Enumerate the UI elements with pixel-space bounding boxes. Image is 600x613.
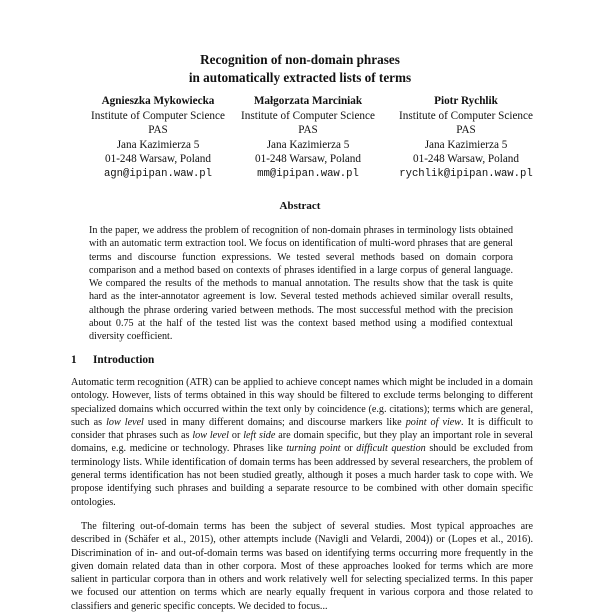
text-run: or [340,443,357,455]
italic-term: low level [192,430,229,442]
author-affiliation: Institute of Computer Science [399,109,533,122]
section-heading [71,354,154,366]
paper-title [0,51,600,87]
text-run: Automatic term recognition (ATR) can be applied to achieve concept names which might be included in a domain ontology. However, lists of terms obtained in this way should be filtered to exclude terms belonging to different specialized domains which occurred within the text only by coincidence (e.g. citations); terms which are general, such as [71,377,533,428]
abstract-text: In the paper, we address the problem of recognition of non-domain phrases in terminology lists obtained with an automatic term extraction tool. We focus on identification of multi-word phrases that are general terms and discourse function expressions. We tested several methods based on domain corpora comparison and a method based on contexts of phrases identified in a large corpus of general language. We compared the results of the methods to manual annotation. The results show that the task is quite hard as the inter-annotator agreement is low. Several tested methods achieved similar overall results, although the phrase ordering varied between methods. The most successful method with the precision about 0.75 at the half of the tested list was the context based method using a modified contextual diversity coefficient. [89,225,513,343]
author-affiliation: Institute of Computer Science [241,109,375,122]
author-email[interactable]: mm@ipipan.waw.pl [257,167,359,180]
title-line-2: in automatically extracted lists of terms [188,70,412,85]
author-city: 01-248 Warsaw, Poland [255,153,361,166]
italic-term: turning point [286,443,341,455]
author-block [222,94,394,182]
author-affiliation-short: PAS [148,124,168,137]
italic-term: low level [106,416,144,428]
author-street: Jana Kazimierza 5 [266,138,350,151]
author-email[interactable]: agn@ipipan.waw.pl [103,167,213,180]
text-run: are domain specific, but they play an important role in several domains, e.g. medicine or technology. Phrases like [71,430,533,455]
author-name: Małgorzata Marciniak [253,95,363,107]
text-run: used in many different domains; and discourse markers like [143,416,406,428]
author-city: 01-248 Warsaw, Poland [105,153,211,166]
italic-term: left side [243,430,276,442]
intro-paragraph-1 [71,376,533,509]
title-line-1: Recognition of non-domain phrases [200,52,400,67]
author-affiliation: Institute of Computer Science [91,109,225,122]
author-email[interactable]: rychlik@ipipan.waw.pl [399,167,533,180]
author-name: Agnieszka Mykowiecka [101,95,215,107]
text-run: should be excluded from terminology lists. While identification of domain terms has been addressed by several researchers, the problem of general terms identification has not been studied greatly, although it poses a much harder task to cope with. We propose identifying such phrases and building a separate resource to be combined with other domain specific ontologies. [71,443,534,508]
author-block [380,94,552,182]
author-affiliation-short: PAS [298,124,318,137]
italic-term: point of view [405,416,462,428]
author-block [72,94,244,182]
italic-term: difficult question [356,443,426,455]
section-title: Introduction [93,354,155,366]
author-street: Jana Kazimierza 5 [424,138,508,151]
author-street: Jana Kazimierza 5 [116,138,200,151]
intro-paragraph-2: The filtering out-of-domain terms has been the subject of several studies. Most typical approaches are described in (Schäfer et al., 2015), other attempts include (Navigli and Velardi, 2004)) or (Lopes et al., 2016). Discrimination of in- and out-of-domain terms was based on identifying terms occurring more frequently in the given domain related data than in other corpora. Most of these approaches looked for terms which are more salient in particular corpora than in others and work relatively well for selecting specialized terms. In this paper we focused our attention on terms which are nearly equally frequent in various corpora and those related to classifiers and generic specific concepts. We decided to focus... [71,521,533,612]
author-affiliation-short: PAS [456,124,476,137]
text-run: or [228,430,244,442]
section-number: 1 [71,354,77,366]
author-city: 01-248 Warsaw, Poland [413,153,519,166]
abstract-heading: Abstract [279,200,321,212]
text-run: . It is difficult to consider that phrases such as [71,416,533,442]
author-name: Piotr Rychlik [434,95,498,107]
